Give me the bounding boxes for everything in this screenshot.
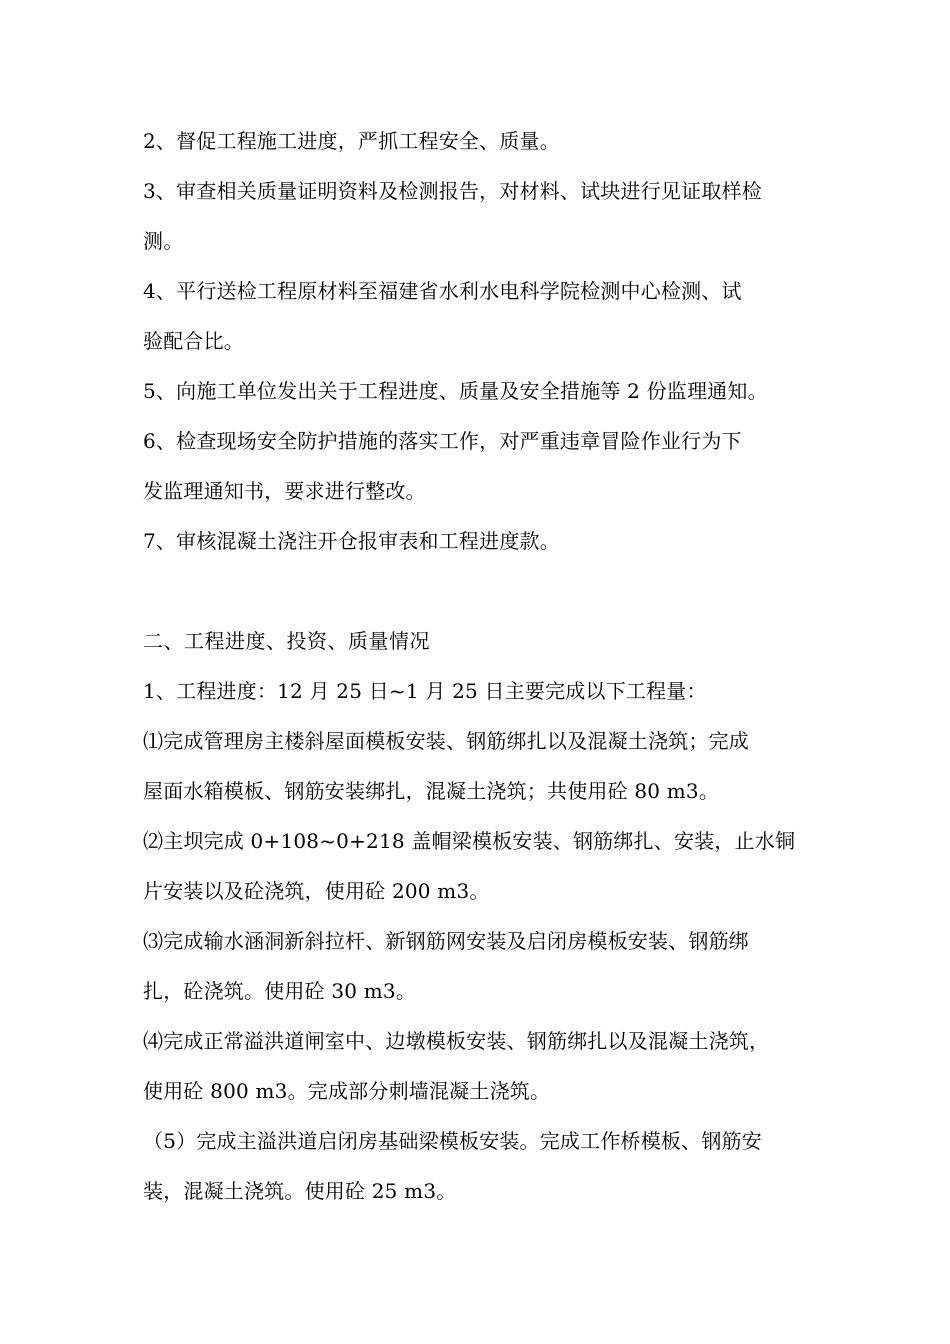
- progress-item-5-line-1: （5）完成主溢洪道启闭房基础梁模板安装。完成工作桥模板、钢筋安: [143, 1129, 762, 1153]
- progress-item-3-line-2: 扎，砼浇筑。使用砼 30 m3。: [143, 979, 417, 1003]
- progress-item-1-line-2: 屋面水箱模板、钢筋安装绑扎，混凝土浇筑；共使用砼 80 m3。: [143, 779, 720, 803]
- list-item-4-line-2: 验配合比。: [143, 329, 244, 353]
- section-heading: 二、工程进度、投资、质量情况: [143, 629, 430, 653]
- progress-item-2-line-1: ⑵主坝完成 0+108~0+218 盖帽梁模板安装、钢筋绑扎、安装，止水铜: [143, 829, 796, 853]
- list-item-6-line-1: 6、检查现场安全防护措施的落实工作，对严重违章冒险作业行为下: [143, 429, 742, 453]
- list-item-6-line-2: 发监理通知书，要求进行整改。: [143, 479, 426, 503]
- list-item-3-line-1: 3、审查相关质量证明资料及检测报告，对材料、试块进行见证取样检: [143, 179, 762, 203]
- list-item-4-line-1: 4、平行送检工程原材料至福建省水利水电科学院检测中心检测、试: [143, 279, 742, 303]
- progress-item-1-line-1: ⑴完成管理房主楼斜屋面模板安装、钢筋绑扎以及混凝土浇筑；完成: [143, 729, 749, 753]
- list-item-7-line-1: 7、审核混凝土浇注开仓报审表和工程进度款。: [143, 529, 560, 553]
- list-item-2-line-1: 2、督促工程施工进度，严抓工程安全、质量。: [143, 129, 560, 153]
- subheading-progress: 1、工程进度：12 月 25 日~1 月 25 日主要完成以下工程量：: [143, 679, 707, 703]
- progress-item-4-line-2: 使用砼 800 m3。完成部分刺墙混凝土浇筑。: [143, 1079, 551, 1103]
- progress-item-5-line-2: 装，混凝土浇筑。使用砼 25 m3。: [143, 1179, 457, 1203]
- list-item-3-line-2: 测。: [143, 229, 184, 253]
- progress-item-2-line-2: 片安装以及砼浇筑，使用砼 200 m3。: [143, 879, 490, 903]
- list-item-5-line-1: 5、向施工单位发出关于工程进度、质量及安全措施等 2 份监理通知。: [143, 379, 768, 403]
- progress-item-3-line-1: ⑶完成输水涵洞新斜拉杆、新钢筋网安装及启闭房模板安装、钢筋绑: [143, 929, 749, 953]
- progress-item-4-line-1: ⑷完成正常溢洪道闸室中、边墩模板安装、钢筋绑扎以及混凝土浇筑，: [143, 1029, 770, 1053]
